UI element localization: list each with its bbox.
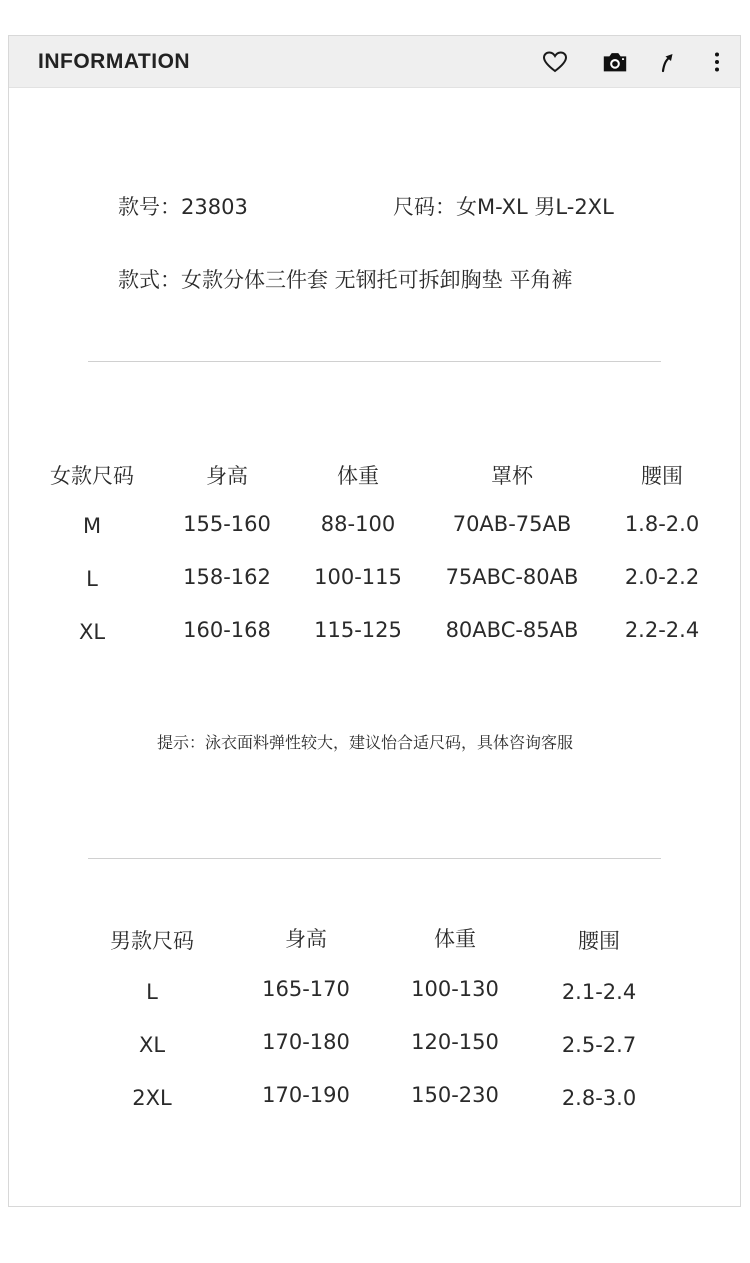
- table-header: 身高: [206, 464, 248, 488]
- table-header: 体重: [434, 927, 476, 951]
- table-cell: 80ABC-85AB: [445, 618, 579, 642]
- table-cell: 150-230: [411, 1083, 499, 1107]
- table-cell: 160-168: [183, 618, 271, 642]
- table-cell: 155-160: [183, 512, 271, 536]
- size-tip-note: 提示：泳衣面料弹性较大，建议怡合适尺码，具体咨询客服: [157, 733, 574, 752]
- divider: [88, 858, 661, 859]
- heart-icon[interactable]: [541, 48, 569, 76]
- table-cell: 2.1-2.4: [561, 980, 637, 1004]
- style-number: 款号：23803: [118, 195, 248, 219]
- table-cell: 100-130: [411, 977, 499, 1001]
- table-header: 体重: [337, 464, 379, 488]
- table-cell: L: [146, 980, 158, 1004]
- more-vertical-icon[interactable]: [703, 48, 731, 76]
- share-arrow-icon[interactable]: [654, 48, 682, 76]
- table-cell: XL: [78, 620, 106, 644]
- size-range: 尺码：女M-XL 男L-2XL: [393, 195, 614, 219]
- table-cell: 2.2-2.4: [624, 618, 700, 642]
- table-cell: 70AB-75AB: [452, 512, 572, 536]
- table-cell: 1.8-2.0: [624, 512, 700, 536]
- table-cell: M: [82, 514, 102, 538]
- page-title: INFORMATION: [38, 50, 191, 73]
- table-header: 腰围: [578, 929, 620, 953]
- table-cell: 158-162: [183, 565, 271, 589]
- table-cell: 75ABC-80AB: [445, 565, 579, 589]
- table-cell: 88-100: [320, 512, 396, 536]
- camera-icon[interactable]: [601, 48, 629, 76]
- table-cell: 115-125: [314, 618, 402, 642]
- table-cell: 165-170: [262, 977, 350, 1001]
- table-cell: 100-115: [314, 565, 402, 589]
- table-header: 罩杯: [491, 464, 533, 488]
- style-description: 款式：女款分体三件套 无钢托可拆卸胸垫 平角裤: [118, 268, 573, 292]
- table-cell: L: [86, 567, 98, 591]
- table-cell: XL: [138, 1033, 166, 1057]
- table-cell: 120-150: [411, 1030, 499, 1054]
- top-bar: [9, 36, 740, 88]
- table-header: 腰围: [641, 464, 683, 488]
- table-header: 身高: [285, 927, 327, 951]
- divider: [88, 361, 661, 362]
- table-cell: 170-180: [262, 1030, 350, 1054]
- table-cell: 2.5-2.7: [561, 1033, 637, 1057]
- table-header: 女款尺码: [50, 464, 134, 488]
- table-header: 男款尺码: [110, 929, 194, 953]
- table-cell: 170-190: [262, 1083, 350, 1107]
- table-cell: 2.0-2.2: [624, 565, 700, 589]
- table-cell: 2XL: [132, 1086, 172, 1110]
- table-cell: 2.8-3.0: [561, 1086, 637, 1110]
